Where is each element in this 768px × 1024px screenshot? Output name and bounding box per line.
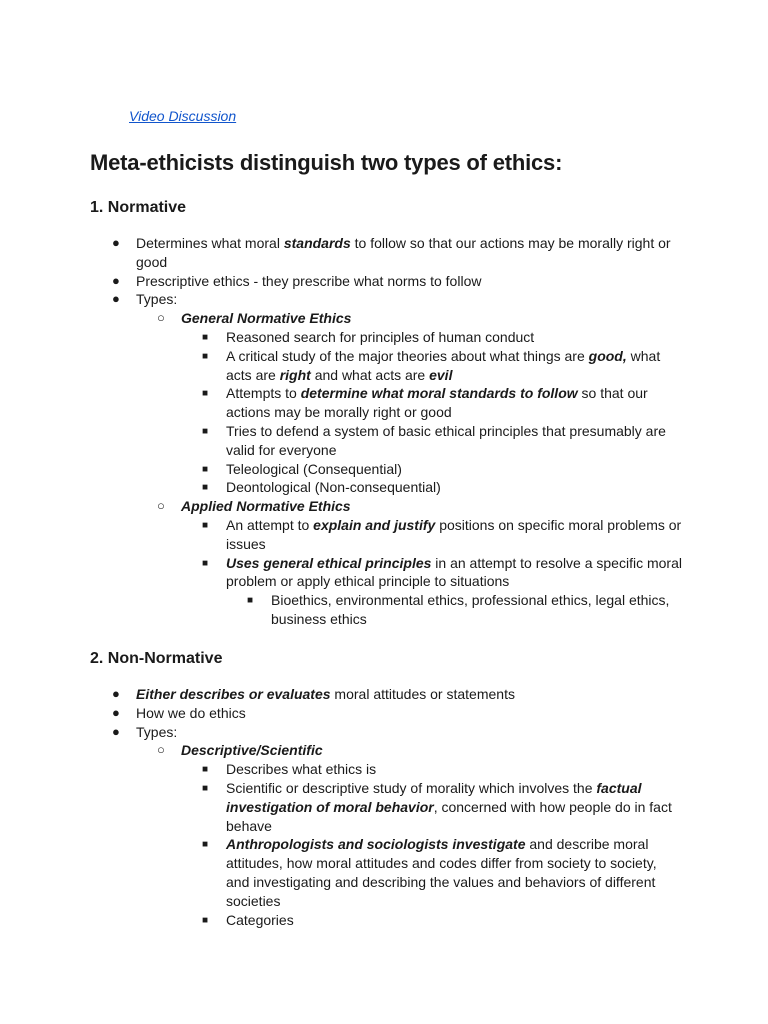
bullet-marker: ■: [202, 388, 209, 400]
video-discussion-link[interactable]: Video Discussion: [129, 108, 237, 124]
list-item: ● Types:: [112, 291, 178, 308]
list-item: ■ Bioethics, environmental ethics, professional ethics, legal ethics, business ethics: [247, 592, 670, 627]
bullet-marker: ●: [112, 686, 120, 701]
list-item: ■ Describes what ethics is: [0, 760, 682, 779]
bullet-marker: ■: [202, 463, 209, 475]
list-item: ● How we do ethics: [112, 704, 246, 721]
list-item: ○ Descriptive/Scientific: [157, 742, 323, 759]
list-item: ■ Attempts to determine what moral standards to follow so that our actions may be morally right or good: [202, 385, 648, 421]
bullet-marker: ■: [202, 557, 209, 569]
list-item: ■ Uses general ethical principles in an attempt to resolve a specific moral problem or apply ethical principle to situations: [202, 554, 682, 590]
list-item: ■ An attempt to explain and justify positions on specific moral problems or issues: [202, 516, 682, 552]
bullet-marker: ■: [202, 764, 209, 776]
list-item: ■ Anthropologists and sociologists investigate and describe moral attitudes, how moral attitudes and codes differ from society to society, and investigating and describing the values and behaviors of different societies: [202, 836, 657, 909]
list-item: ■ A critical study of the major theories about what things are good, what acts are right and what acts are evil: [202, 347, 661, 383]
list-item: ● Types:: [112, 723, 178, 740]
list-item: ■ Deontological (Non-consequential): [0, 478, 682, 497]
bullet-marker: ■: [202, 425, 209, 437]
bullet-marker: ●: [112, 704, 120, 720]
bullet-marker: ●: [112, 291, 120, 307]
bullet-marker: ●: [112, 723, 120, 739]
list-item: ○ Applied Normative Ethics: [157, 498, 351, 515]
page-title: Meta-ethicists distinguish two types of ethics:: [90, 150, 563, 175]
bullet-marker: ■: [202, 350, 209, 362]
bullet-marker: ■: [247, 595, 254, 607]
list-item: ■ Reasoned search for principles of human conduct: [0, 328, 682, 347]
bullet-marker: ○: [157, 498, 165, 514]
bullet-marker: ●: [112, 272, 120, 288]
bullet-marker: ○: [157, 742, 165, 758]
bullet-marker: ■: [202, 482, 209, 494]
list-item: ■ Teleological (Consequential): [0, 460, 682, 479]
bullet-marker: ○: [157, 310, 165, 326]
bullet-marker: ■: [202, 782, 209, 794]
bullet-marker: ●: [112, 235, 120, 250]
list-item: ■ Tries to defend a system of basic ethical principles that presumably are valid for everyone: [202, 422, 666, 458]
list-item: ○ General Normative Ethics: [157, 310, 352, 327]
list-item: ■ Categories: [0, 911, 682, 930]
list-item: ● Either describes or evaluates moral attitudes or statements: [112, 686, 515, 702]
normative-list: [0, 234, 768, 629]
section-heading-normative: 1. Normative: [90, 199, 187, 216]
bullet-marker: ■: [202, 839, 209, 851]
list-item: ● Determines what moral standards to follow so that our actions may be morally right or good: [112, 235, 671, 270]
bullet-marker: ■: [202, 914, 209, 926]
list-item: ■ Scientific or descriptive study of morality which involves the factual investigation of moral behavior, concerned with how people do in fact behave: [202, 779, 672, 834]
non-normative-list: [0, 685, 768, 929]
section-heading-non-normative: 2. Non-Normative: [90, 650, 223, 667]
bullet-marker: ■: [202, 331, 209, 343]
bullet-marker: ■: [202, 519, 209, 531]
list-item: ● Prescriptive ethics - they prescribe what norms to follow: [112, 272, 482, 289]
